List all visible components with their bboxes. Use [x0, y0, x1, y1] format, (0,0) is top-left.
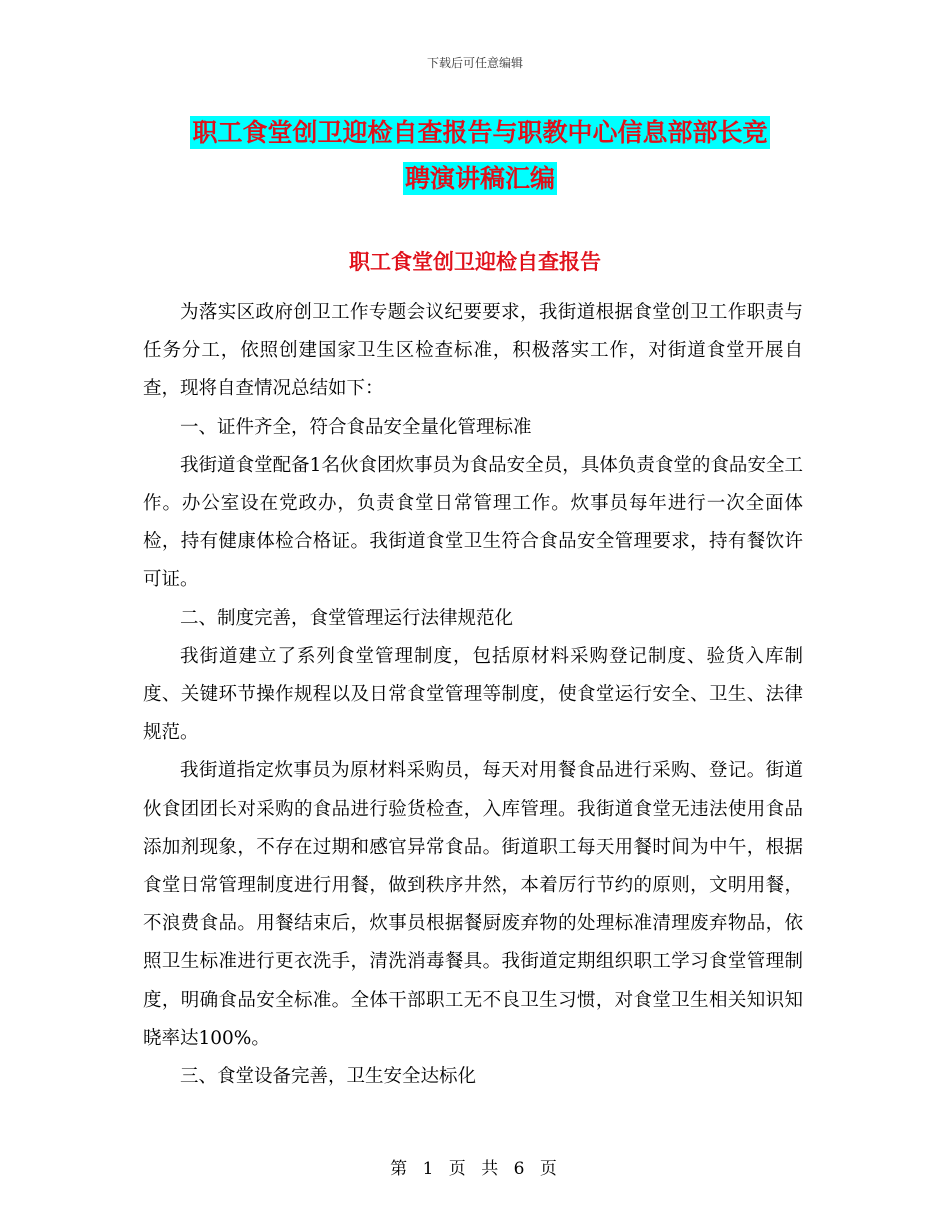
page-footer: 第 1 页 共 6 页: [390, 1159, 560, 1179]
header-note: 下载后可任意编辑: [426, 56, 523, 70]
heading-1: 一、证件齐全，符合食品安全量化管理标准: [180, 416, 532, 438]
document-title: [150, 110, 810, 202]
paragraph-3: 我街道指定炊事员为原材料采购员，每天对用餐食品进行采购、登记。街道伙食团团长对采购的食品进行验货检查，入库管理。我街道食堂无违法使用食品添加剂现象，不存在过期和感官异常食品。街道职工每天用餐时间为中午，根据食堂日常管理制度进行用餐，做到秩序井然，本着厉行节约的原则，文明用餐，不浪费食品。用餐结束后，炊事员根据餐厨废弃物的处理标准清理废弃物品，依照卫生标准进行更衣洗手，清洗消毒餐具。我街道定期组织职工学习食堂管理制度，明确食品安全标准。全体干部职工无不良卫生习惯，对食堂卫生相关知识知晓率达100%。: [143, 760, 803, 1049]
body-text: [143, 294, 803, 1096]
paragraph-1: 我街道食堂配备1名伙食团炊事员为食品安全员，具体负责食堂的食品安全工作。办公室设在党政办，负责食堂日常管理工作。炊事员每年进行一次全面体检，持有健康体检合格证。我街道食堂卫生符合食品安全管理要求，持有餐饮许可证。: [143, 454, 803, 591]
document-title-line-1: 职工食堂创卫迎检自查报告与职教中心信息部部长竞: [192, 118, 768, 147]
heading-3: 三、食堂设备完善，卫生安全达标化: [180, 1066, 477, 1088]
paragraph-2: 我街道建立了系列食堂管理制度，包括原材料采购登记制度、验货入库制度、关键环节操作规程以及日常食堂管理等制度，使食堂运行安全、卫生、法律规范。: [143, 645, 803, 744]
paragraph-intro: 为落实区政府创卫工作专题会议纪要要求，我街道根据食堂创卫工作职责与任务分工，依照创建国家卫生区检查标准，积极落实工作，对街道食堂开展自查，现将自查情况总结如下：: [143, 302, 803, 400]
document-title-line-2: 聘演讲稿汇编: [404, 164, 555, 193]
heading-2: 二、制度完善，食堂管理运行法律规范化: [180, 607, 514, 629]
section-title: 职工食堂创卫迎检自查报告: [349, 249, 601, 274]
